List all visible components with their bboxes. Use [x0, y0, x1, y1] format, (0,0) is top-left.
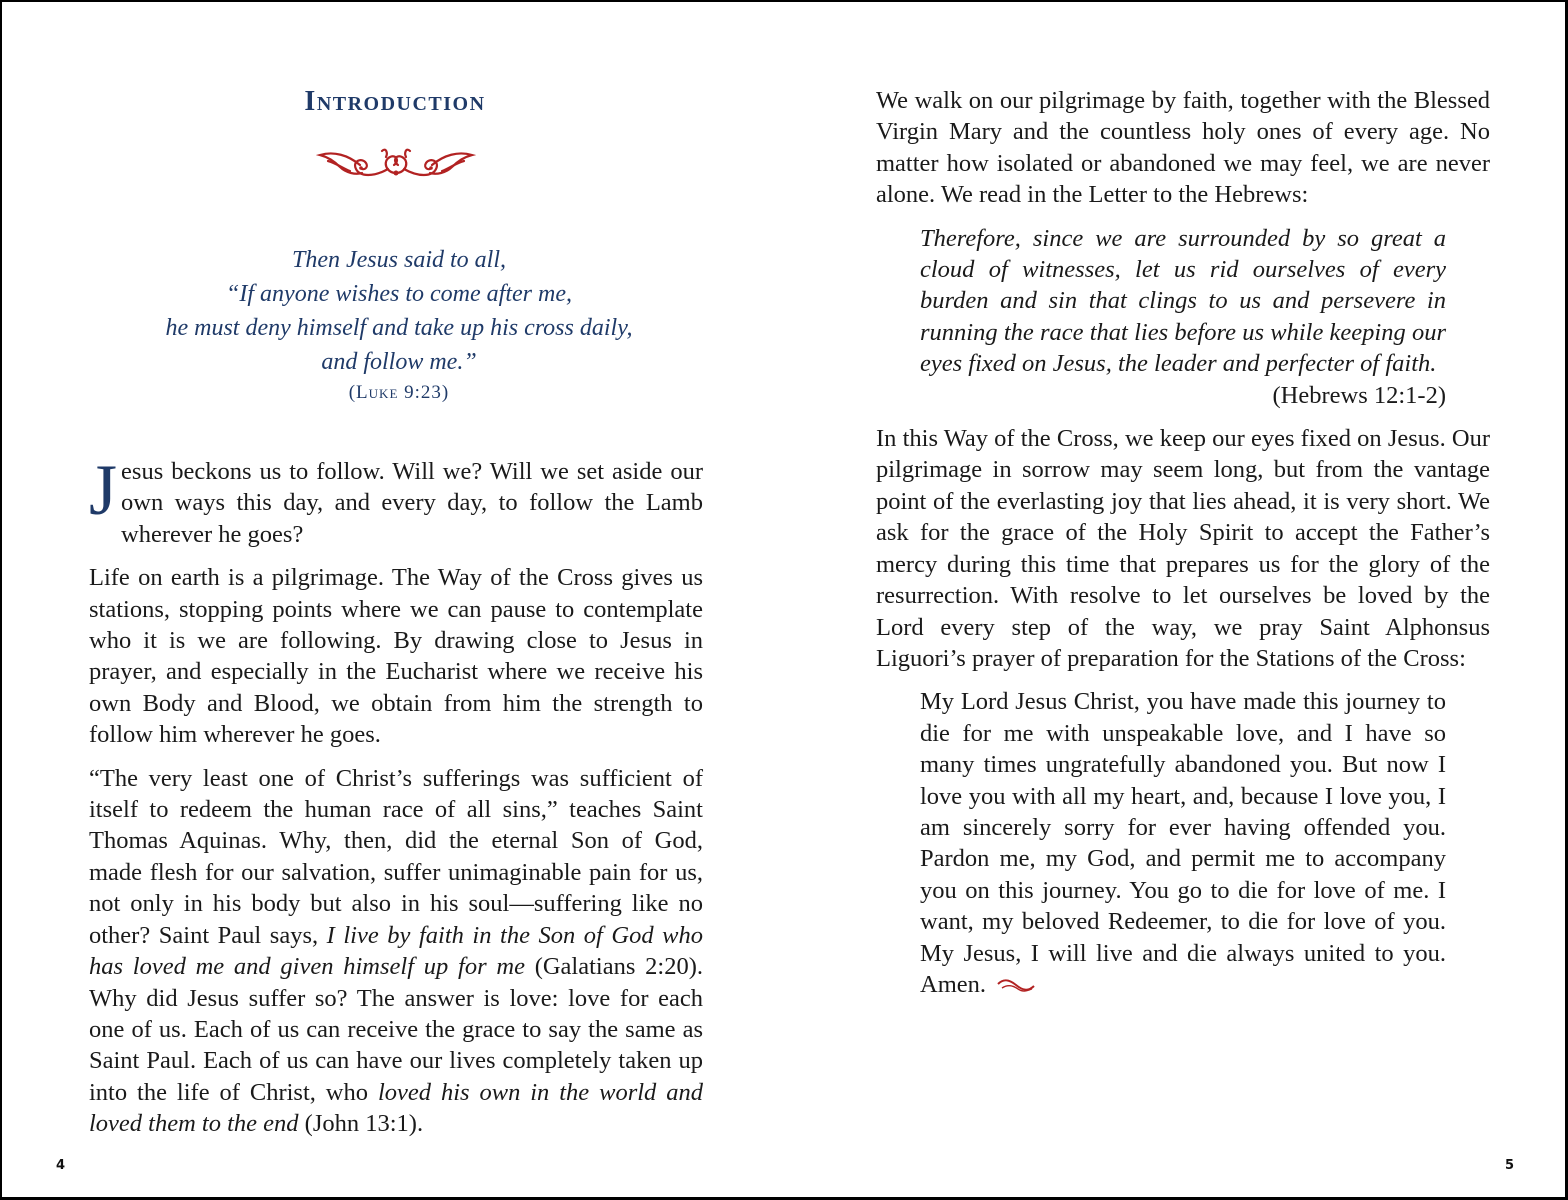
chapter-heading: Introduction: [304, 86, 486, 117]
paragraph-aquinas: [89, 763, 703, 1140]
epigraph-line: “If anyone wishes to come after me,: [226, 281, 572, 307]
epigraph-line: and follow me.”: [321, 349, 477, 375]
scripture-epigraph: [90, 243, 708, 407]
epigraph-line: he must deny himself and take up his cross daily,: [165, 315, 633, 341]
right-page: [784, 0, 1568, 1200]
paragraph-text: esus beckons us to follow. Will we? Will we set aside our own ways this day, and every day, to follow the Lamb wherever he goes?: [121, 458, 703, 548]
left-body-text: [89, 450, 703, 1152]
prayer-text: My Lord Jesus Christ, you have made this journey to die for me with unspeakable love, and I have so many times ungratefully abandoned you. But now I love you with all my heart, and, because I love you, I am sincerely sorry for ever having offended you. Pardon me, my God, and permit me to accompany you on this journey. You go to die for love of me. I want, my beloved Redeemer, to die for love of you. My Jesus, I will live and die always united to you. Amen.: [920, 688, 1446, 998]
hebrews-block-quote: [920, 223, 1446, 411]
floral-flourish-ornament-icon: [316, 143, 476, 185]
end-flourish-icon: [992, 972, 1036, 998]
paragraph-intro: [89, 450, 703, 550]
page-number-right: 5: [1505, 1158, 1515, 1173]
paragraph-text: (Galatians 2:20). Why did Jesus suffer so? The answer is love: love for each one of us. Each of us can receive the grace to say the same as Saint Paul. Each of us can have our lives completely taken up into the life of Christ, who: [89, 953, 703, 1106]
block-quote-text: Therefore, since we are surrounded by so great a cloud of witnesses, let us rid ourselves of every burden and sin that clings to us and persevere in running the race that lies before us while keeping our eyes fixed on Jesus, the leader and perfecter of faith.: [920, 224, 1446, 378]
block-quote-reference: (Hebrews 12:1-2): [1272, 381, 1446, 409]
liguori-prayer: [920, 686, 1446, 1001]
scripture-quote-john: loved his own in the world and loved them to the end: [89, 1078, 703, 1138]
scripture-quote-galatians: I live by faith in the Son of God who has loved me and given himself up for me: [89, 921, 703, 981]
paragraph-way-of-cross: In this Way of the Cross, we keep our eyes fixed on Jesus. Our pilgrimage in sorrow may seem long, but from the vantage point of the everlasting joy that lies ahead, it is very short. We ask for the grace of the Holy Spirit to accept the Father’s mercy during this time that prepares us for the glory of the resurrection. With resolve to let ourselves be loved by the Lord every step of the way, we pray Saint Alphonsus Liguori’s prayer of preparation for the Stations of the Cross:: [876, 425, 1490, 672]
paragraph-text: “The very least one of Christ’s sufferings was sufficient of itself to redeem the human race of all sins,” teaches Saint Thomas Aquinas. Why, then, did the eternal Son of God, made flesh for our salvation, suffer unimaginable pain for us, not only in his body but also in his soul—suffering like no other? Saint Paul says,: [89, 764, 703, 949]
drop-cap: J: [89, 450, 118, 530]
paragraph-faith: We walk on our pilgrimage by faith, together with the Blessed Virgin Mary and the countless holy ones of every age. No matter how isolated or abandoned we may feel, we are never alone. We read in the Letter to the Hebrews:: [876, 87, 1490, 209]
epigraph-reference: (Luke 9:23): [348, 382, 450, 403]
paragraph-text: (John 13:1).: [298, 1110, 424, 1138]
paragraph-pilgrimage: Life on earth is a pilgrimage. The Way of the Cross gives us stations, stopping points where we can pause to contemplate who it is we are following. By drawing close to Jesus in prayer, and especially in the Eucharist where we receive his own Body and Blood, we obtain from him the strength to follow him wherever he goes.: [89, 564, 703, 749]
page-number-left: 4: [56, 1158, 66, 1173]
right-body-text: [876, 85, 1490, 1001]
epigraph-line: Then Jesus said to all,: [292, 247, 506, 273]
